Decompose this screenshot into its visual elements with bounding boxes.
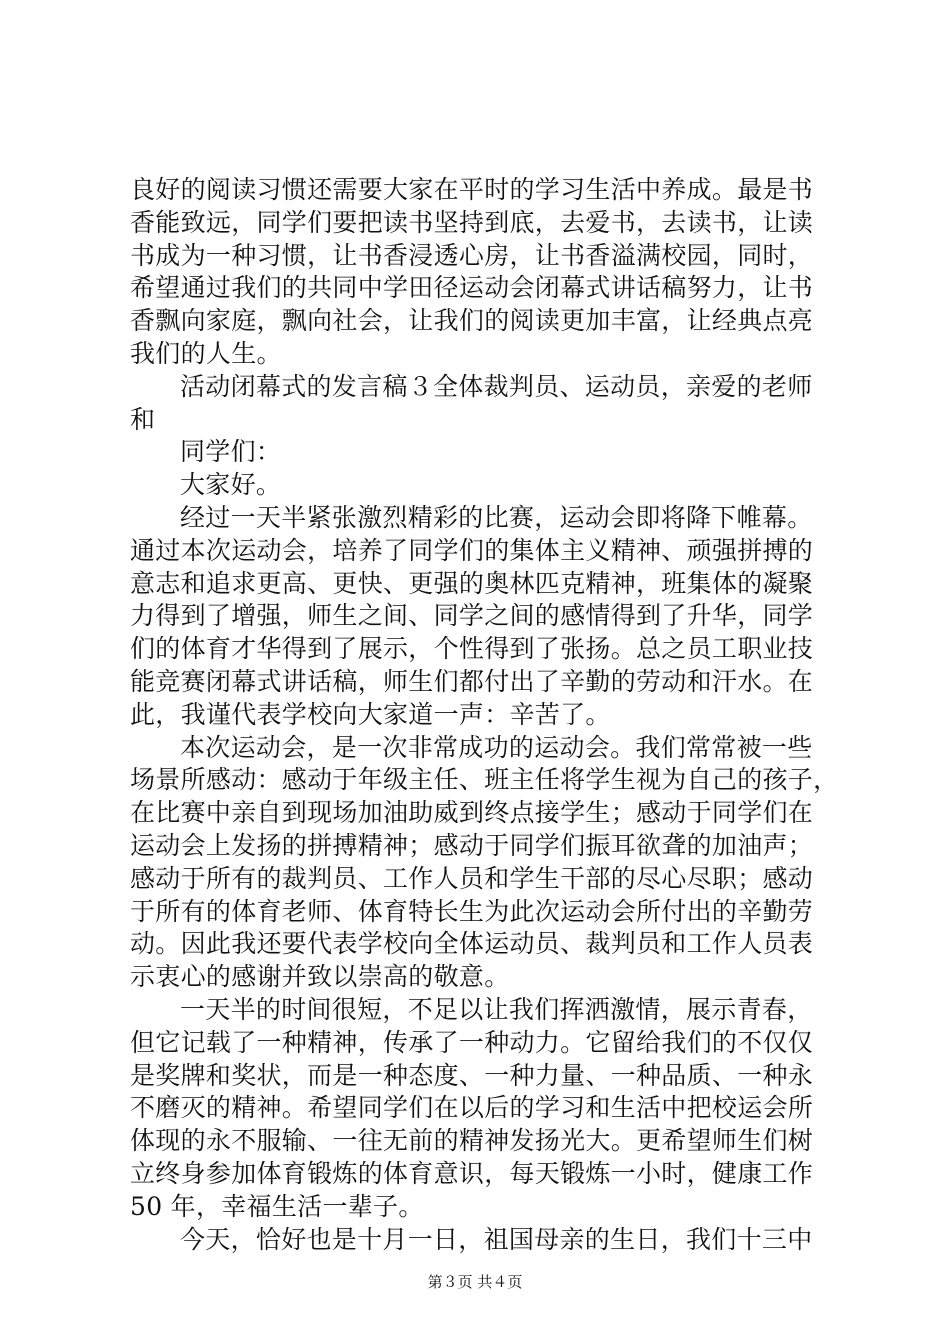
text-line: 本次运动会，是一次非常成功的运动会。我们常常被一些 [180,732,813,762]
text-line: 场景所感动：感动于年级主任、班主任将学生视为自己的孩子， [130,765,839,795]
text-line: 活动闭幕式的发言稿３全体裁判员、运动员，亲爱的老师 [180,371,813,401]
page-footer: 第３页 共４页 [427,1273,523,1291]
text-line: 希望通过我们的共同中学田径运动会闭幕式讲话稿努力，让书 [130,273,814,303]
text-line: 和 [130,404,156,434]
text-line: 能竞赛闭幕式讲话稿，师生们都付出了辛勤的劳动和汗水。在 [130,666,814,696]
text-line: 我们的人生。 [130,338,282,368]
text-line: 良好的阅读习惯还需要大家在平时的学习生活中养成。最是书 [130,175,814,204]
text-line: 同学们： [180,437,282,467]
document-body [130,174,839,1256]
text-line: 大家好。 [180,470,282,500]
text-line: 立终身参加体育锻炼的体育意识，每天锻炼一小时，健康工作 [130,1158,814,1188]
text-line: 在比赛中亲自到现场加油助威到终点接学生；感动于同学们在 [130,798,814,828]
text-line: 50 年，幸福生活一辈子。 [130,1191,424,1221]
text-line: 示衷心的感谢并致以崇高的敬意。 [130,962,510,992]
text-line: 是奖牌和奖状，而是一种态度、一种力量、一种品质、一种永 [130,1060,814,1090]
text-line: 此，我谨代表学校向大家道一声：辛苦了。 [130,699,611,729]
text-line: 力得到了增强，师生之间、同学之间的感情得到了升华，同学 [130,601,814,631]
text-line: 于所有的体育老师、体育特长生为此次运动会所付出的辛勤劳 [130,896,814,926]
text-line: 体现的永不服输、一往无前的精神发扬光大。更希望师生们树 [130,1126,814,1156]
text-line: 们的体育才华得到了展示，个性得到了张扬。总之员工职业技 [130,634,814,664]
text-line: 一天半的时间很短，不足以让我们挥洒激情，展示青春， [180,994,813,1024]
text-line: 香能致远，同学们要把读书坚持到底，去爱书，去读书，让读 [130,207,814,237]
text-line: 香飘向家庭，飘向社会，让我们的阅读更加丰富，让经典点亮 [130,306,814,336]
text-line: 书成为一种习惯，让书香浸透心房，让书香溢满校园，同时， [130,240,814,270]
text-line: 不磨灭的精神。希望同学们在以后的学习和生活中把校运会所 [130,1093,814,1123]
text-line: 通过本次运动会，培养了同学们的集体主义精神、顽强拼搏的 [130,535,814,565]
text-line: 运动会上发扬的拼搏精神；感动于同学们振耳欲聋的加油声； [130,830,814,860]
text-line: 经过一天半紧张激烈精彩的比赛，运动会即将降下帷幕。 [180,502,813,532]
text-line: 意志和追求更高、更快、更强的奥林匹克精神，班集体的凝聚 [130,568,814,598]
text-line: 今天，恰好也是十月一日，祖国母亲的生日，我们十三中 [180,1224,813,1254]
text-line: 动。因此我还要代表学校向全体运动员、裁判员和工作人员表 [130,929,814,959]
text-line: 感动于所有的裁判员、工作人员和学生干部的尽心尽职；感动 [130,863,814,893]
text-line: 但它记载了一种精神，传承了一种动力。它留给我们的不仅仅 [130,1027,814,1057]
